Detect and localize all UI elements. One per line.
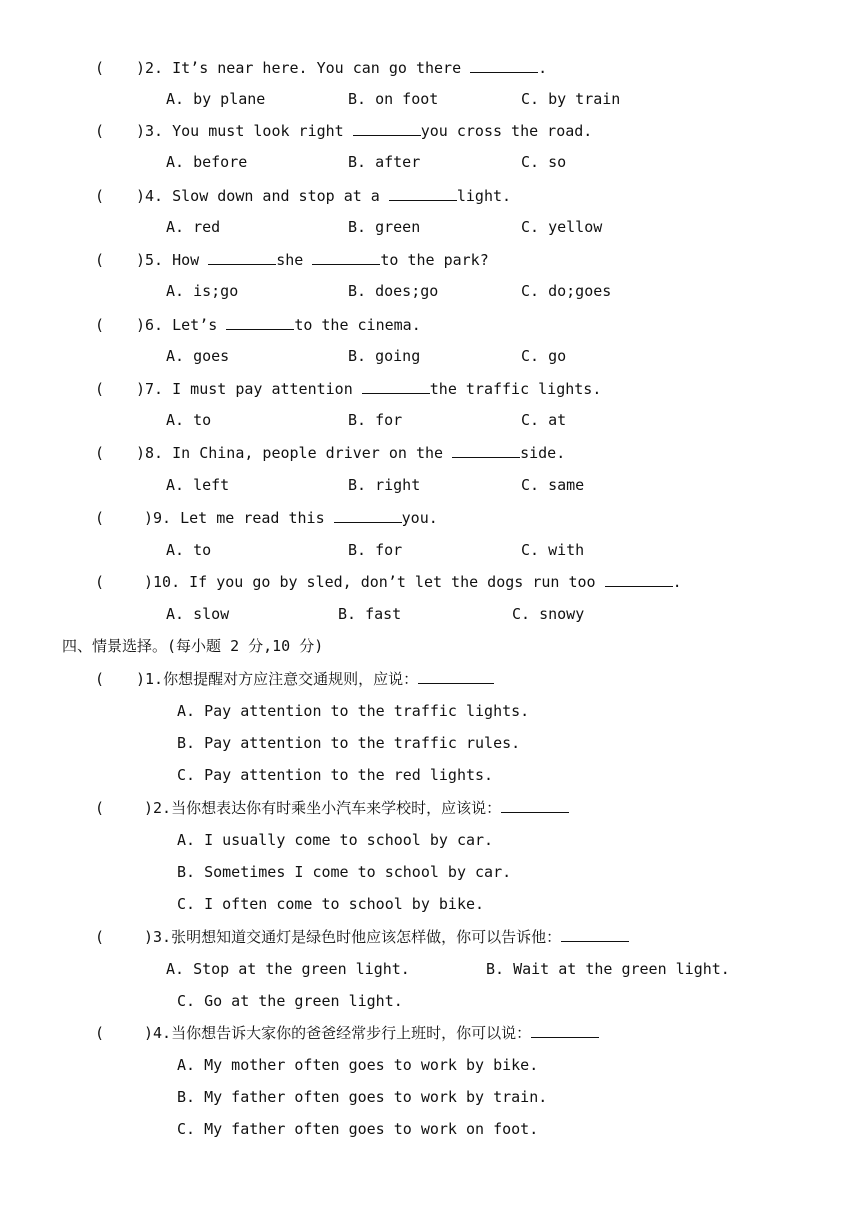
option-b[interactable]: B. for <box>348 541 403 559</box>
question-stem-end: . <box>538 59 548 77</box>
option-c[interactable]: C. so <box>521 153 567 171</box>
question-stem: Let me read this <box>180 509 334 527</box>
answer-paren[interactable]: ( <box>95 251 141 269</box>
question-stem: In China, people driver on the <box>172 444 453 462</box>
option-a[interactable]: A. Stop at the green light. <box>166 960 410 978</box>
answer-blank[interactable] <box>389 186 457 201</box>
answer-blank[interactable] <box>208 250 276 265</box>
answer-paren[interactable]: ( <box>95 928 150 946</box>
answer-paren[interactable]: ( <box>95 670 141 688</box>
answer-paren[interactable]: ( <box>95 380 141 398</box>
question-text <box>144 572 682 592</box>
question-text <box>136 58 547 78</box>
question-stem: If you go by sled, don’t let the dogs run too <box>189 573 605 591</box>
option-b[interactable]: B. fast <box>338 605 402 623</box>
option-a[interactable]: A. My mother often goes to work by bike. <box>177 1056 539 1074</box>
answer-blank[interactable] <box>531 1023 599 1038</box>
answer-blank[interactable] <box>362 379 430 394</box>
answer-blank[interactable] <box>605 572 673 587</box>
option-b[interactable]: B. right <box>348 476 421 494</box>
question-number: )8. <box>136 444 164 462</box>
answer-paren[interactable]: ( <box>95 122 141 140</box>
question-prompt: 当你想告诉大家你的爸爸经常步行上班时，你可以说： <box>171 1024 532 1042</box>
question-number: )2. <box>136 59 164 77</box>
question-text <box>144 508 438 528</box>
question-stem: I must pay attention <box>172 380 362 398</box>
answer-blank[interactable] <box>470 58 538 73</box>
question-prompt: 张明想知道交通灯是绿色时他应该怎样做，你可以告诉他： <box>171 928 562 946</box>
question-number: )1. <box>136 670 164 688</box>
option-b[interactable]: B. after <box>348 153 421 171</box>
answer-blank[interactable] <box>452 443 520 458</box>
option-c[interactable]: C. I often come to school by bike. <box>177 895 485 913</box>
option-b[interactable]: B. Sometimes I come to school by car. <box>177 863 512 881</box>
question-prompt: 当你想表达你有时乘坐小汽车来学校时，应该说： <box>171 799 502 817</box>
option-b[interactable]: B. Wait at the green light. <box>486 960 730 978</box>
option-c[interactable]: C. snowy <box>512 605 585 623</box>
option-b[interactable]: B. on foot <box>348 90 439 108</box>
option-c[interactable]: C. at <box>521 411 567 429</box>
question-number: )5. <box>136 251 164 269</box>
option-c[interactable]: C. Pay attention to the red lights. <box>177 766 494 784</box>
option-c[interactable]: C. same <box>521 476 585 494</box>
question-text <box>136 186 511 206</box>
question-text <box>144 798 569 818</box>
question-text <box>136 315 421 335</box>
option-c[interactable]: C. do;goes <box>521 282 612 300</box>
question-stem-end: side. <box>520 444 566 462</box>
question-text <box>136 443 565 463</box>
option-a[interactable]: A. slow <box>166 605 230 623</box>
answer-paren[interactable]: ( <box>95 799 150 817</box>
question-number: )4. <box>144 1024 172 1042</box>
option-b[interactable]: B. Pay attention to the traffic rules. <box>177 734 521 752</box>
option-b[interactable]: B. My father often goes to work by train. <box>177 1088 548 1106</box>
option-c[interactable]: C. My father often goes to work on foot. <box>177 1120 539 1138</box>
question-text <box>136 669 494 689</box>
answer-blank[interactable] <box>418 669 494 684</box>
answer-paren[interactable]: ( <box>95 1024 150 1042</box>
option-a[interactable]: A. red <box>166 218 221 236</box>
option-a[interactable]: A. is;go <box>166 282 239 300</box>
option-b[interactable]: B. going <box>348 347 421 365</box>
answer-paren[interactable]: ( <box>95 59 141 77</box>
answer-blank[interactable] <box>312 250 380 265</box>
answer-blank[interactable] <box>561 927 629 942</box>
question-stem-end: the traffic lights. <box>429 380 602 398</box>
section-heading: 四、情景选择。(每小题 2 分,10 分) <box>62 637 324 655</box>
answer-blank[interactable] <box>353 121 421 136</box>
option-c[interactable]: C. Go at the green light. <box>177 992 403 1010</box>
question-text <box>144 927 629 947</box>
option-a[interactable]: A. I usually come to school by car. <box>177 831 494 849</box>
question-number: )3. <box>144 928 172 946</box>
question-stem: Slow down and stop at a <box>172 187 389 205</box>
option-a[interactable]: A. before <box>166 153 248 171</box>
answer-blank[interactable] <box>226 315 294 330</box>
option-b[interactable]: B. green <box>348 218 421 236</box>
question-stem-end: to the cinema. <box>294 316 421 334</box>
question-stem-end: you cross the road. <box>420 122 593 140</box>
question-stem: It’s near here. You can go there <box>172 59 471 77</box>
option-c[interactable]: C. by train <box>521 90 621 108</box>
answer-blank[interactable] <box>334 508 402 523</box>
option-a[interactable]: A. by plane <box>166 90 266 108</box>
question-stem-end: light. <box>456 187 512 205</box>
answer-blank[interactable] <box>501 798 569 813</box>
option-a[interactable]: A. to <box>166 541 212 559</box>
question-stem: How <box>172 251 209 269</box>
question-number: )4. <box>136 187 164 205</box>
answer-paren[interactable]: ( <box>95 444 141 462</box>
option-c[interactable]: C. yellow <box>521 218 603 236</box>
question-number: )2. <box>144 799 172 817</box>
option-a[interactable]: A. Pay attention to the traffic lights. <box>177 702 530 720</box>
question-stem-end: to the park? <box>380 251 489 269</box>
option-c[interactable]: C. go <box>521 347 567 365</box>
question-number: )9. <box>144 509 172 527</box>
question-number: )6. <box>136 316 164 334</box>
answer-paren[interactable]: ( <box>95 509 150 527</box>
question-text <box>144 1023 599 1043</box>
answer-paren[interactable]: ( <box>95 187 141 205</box>
option-a[interactable]: A. to <box>166 411 212 429</box>
question-number: )7. <box>136 380 164 398</box>
question-stem: Let’s <box>172 316 227 334</box>
question-stem-end: you. <box>401 509 438 527</box>
option-a[interactable]: A. left <box>166 476 230 494</box>
question-stem: You must look right <box>172 122 353 140</box>
question-number: )3. <box>136 122 164 140</box>
option-b[interactable]: B. does;go <box>348 282 439 300</box>
answer-paren[interactable]: ( <box>95 316 141 334</box>
question-prompt: 你想提醒对方应注意交通规则，应说： <box>163 670 419 688</box>
question-number: )10. <box>144 573 181 591</box>
question-text <box>136 379 601 399</box>
option-b[interactable]: B. for <box>348 411 403 429</box>
question-text <box>136 121 592 141</box>
option-a[interactable]: A. goes <box>166 347 230 365</box>
answer-paren[interactable]: ( <box>95 573 150 591</box>
question-stem-mid: she <box>276 251 313 269</box>
option-c[interactable]: C. with <box>521 541 585 559</box>
question-text <box>136 250 489 270</box>
question-stem-end: . <box>672 573 682 591</box>
